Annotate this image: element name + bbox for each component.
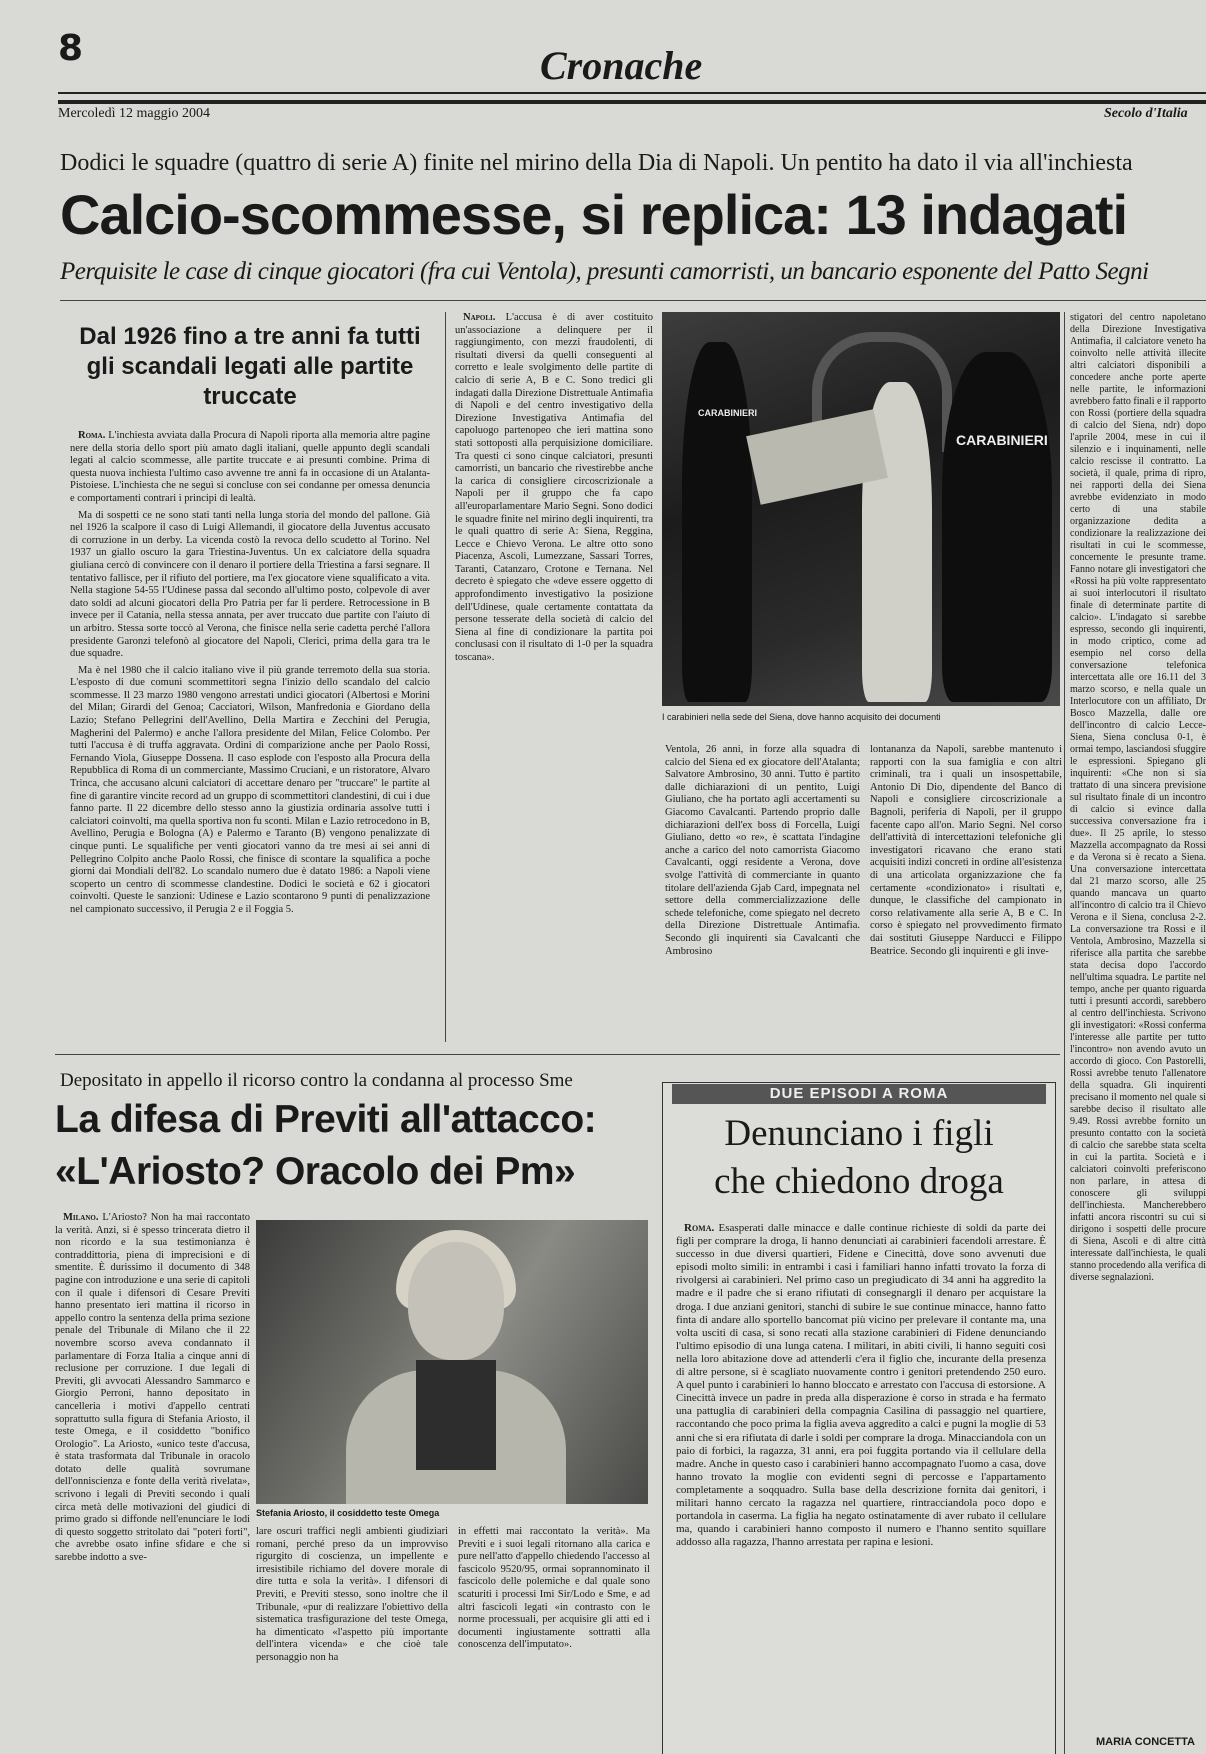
roma-banner: DUE EPISODI A ROMA <box>672 1084 1046 1104</box>
sidebar-title: Dal 1926 fino a tre anni fa tutti gli scandali legati alle partite truccate <box>79 323 421 410</box>
previti-column: lare oscuri traffici negli ambienti giudiziari romani, perché preso da un improvviso rigurgito di coscienza, un impellente e irresistibile richiamo del dovere morale di dire tutta e sola la verità». I difensori di Previti, e Previti stesso, sono inoltre che il Tribunale, «pur di realizzare l'obiettivo della sistematica trasfigurazione del teste Omega, ha dimenticato «l'aspetto più importante dell'intera vicenda» e che cioè tale personaggio non ha <box>256 1526 448 1663</box>
roma-text: Esasperati dalle minacce e dalle continue richieste di soldi da parte dei figli per comprare la droga, li hanno denunciati ai carabinieri facendoli arrestare. È successo in due diversi quartieri, Fidene e Cinecittà, dove sono avvenuti due episodi molto simili: in entrambi i casi i familiari hanno infatti trovato la forza di rivolgersi ai carabinieri. Nel primo caso un pregiudicato di 34 anni ha aggredito la madre e il padre che si erano rifiutati di consegnargli il denaro per acquistare la droga. I due anziani genitori, stanchi di subire le sue continue minacce, hanno fatto finta di andare allo sportello bancomat più vicino per prelevare il contante ma, una volta usciti di casa, si sono recati alla stazione carabinieri di Fidene denunciando l'ultimo episodio di una lunga catena. I militari, in abiti civili, li hanno seguiti così nella loro abitazione dove ad attenderli c'era il figlio che, incurante della presenza di altre persone, si è scagliato nuovamente contro i genitori pretendendo 250 euro. A quel punto i carabinieri lo hanno bloccato e arrestato con l'accusa di estorsione. A Cinecittà invece un padre in preda alla disperazione è corso in strada e ha fermato una pattuglia di carabinieri della compagnia Casilina di passaggio nel quartiere, raccontando che poco prima la figlia aveva aggredito a calci e pugni la moglie di 53 anni che si era rifiutata di darle i soldi per comprare la droga. Minacciandola con un paio di forbici, la ragazza, 31 anni, era poi fuggita portando via il cellulare della madre. Anche in questo caso i carabinieri hanno accompagnato l'uomo a casa, dove hanno trovato la moglie con evidenti segni di percosse e l'appartamento completamente a soqquadro. Sulla base della descrizione fornita dai genitori, i militari hanno cercato la ragazza nel quartiere, rintracciandola poco dopo e portandola in caserma. La figlia ha negato ostinatamente di aver rubato il cellulare ma, quando i carabinieri hanno composto il numero e l'hanno sentito squillare addosso alla ragazza, l'hanno arrestata per rapina e lesioni. <box>676 1222 1046 1549</box>
photo-scarf-shape <box>416 1360 496 1470</box>
sidebar-body <box>70 430 430 1040</box>
paper-name: Secolo d'Italia <box>1104 106 1188 121</box>
main-story-column: lontananza da Napoli, sarebbe mantenuto i rapporti con la sua famiglia e con altri criminali, tra i quali un insospettabile, Antonio Di Dio, dipendente del Banco di Napoli e consigliere circoscrizionale a Bagnoli, periferia di Napoli, per il gruppo facente capo all'on. Mario Segni. Nel corso dell'attività di intercettazioni telefoniche gli investigatori ricavano che erano stati acquisiti indizi concreti in ordine all'esistenza di una articolata organizzazione che fa certamente «condizionato» i risultati e, dunque, le classifiche del campionato in corso relativamente alla serie A, B e C. In corso è spiegato nel provvedimento firmato dai sostituti Giuseppe Narducci e Filippo Beatrice. Secondo gli inquirenti e gli inve- <box>870 744 1062 957</box>
main-column-text: L'accusa è di aver costituito un'associazione a delinquere per il raggiungimento, con mezzi fraudolenti, di risultati diversi da quelli conseguenti al corretto e leale svolgimento delle partite di calcio di serie A, B e C. Sono tredici gli indagati dalla Direzione Distrettuale Antimafia di Napoli e del centro investigativo della Direzione Investigativa Antimafia del capoluogo partenopeo che ieri mattina sono stati sottoposti alla perquisizione domiciliare. Tra questi ci sono cinque calciatori, presunti camorristi, un bancario che rivestirebbe anche la carica di consigliere circoscrizionale a Napoli per il gruppo che fa capo all'europarlamentare Mario Segni. Sono dodici le squadre finite nel mirino degli inquirenti, tra le quali quattro di serie A: Siena, Reggina, Lecce e Chievo Verona. Le altre otto sono Piacenza, Ascoli, Lumezzane, Sassari Torres, Taranti, Catanzaro, Crotone e Ternana. Nel decreto è spiegato che «deve essere oggetto di approfondimento investigativo la posizione dell'Udinese, quale certamente contattata da persone tesserate della società di calcio del Siena al fine di condizionare la partita poi conclusasi con il risultato di 1-0 per la squadra toscana». <box>455 312 653 664</box>
photo-label: CARABINIERI <box>956 432 1048 448</box>
sidebar-paragraph: L'inchiesta avviata dalla Procura di Napoli riporta alla memoria altre pagine nere della storia dello sport più amato dagli italiani, quelle appunto degli scandali legati al calcio scommesse, alle partite truccate e ai presunti combine. Prima di questa nuova inchiesta l'ultimo caso avvenne tre anni fa in occasione di un Atalanta-Pistoiese. L'inchiesta che ne seguì si concluse con sei condanne per omessa denuncia e comportamenti contrari i principi di lealtà. <box>70 430 430 504</box>
person-silhouette <box>682 342 752 702</box>
carabinieri-photo <box>662 312 1060 706</box>
roma-title: Denunciano i figli <box>724 1113 994 1154</box>
divider <box>60 300 1206 301</box>
photo-label: CARABINIERI <box>698 408 758 418</box>
divider <box>55 1054 1060 1055</box>
previti-column <box>55 1212 250 1662</box>
page-number: 8 <box>58 28 84 69</box>
roma-title: che chiedono droga <box>714 1161 1004 1202</box>
main-dateline: Napoli. <box>463 312 496 323</box>
issue-date: Mercoledì 12 maggio 2004 <box>58 106 211 121</box>
ariosto-photo <box>256 1220 648 1504</box>
main-story-column <box>455 312 653 1040</box>
roma-body <box>676 1222 1046 1752</box>
roma-dateline: Roma. <box>684 1222 715 1234</box>
main-story-column: Ventola, 26 anni, in forze alla squadra di calcio del Siena ed ex giocatore dell'Atalanta; Salvatore Ambrosino, 30 anni. Tutto è partito dalle dichiarazioni di un pentito, Luigi Giuliano, che ha portato agli accertamenti su Giacomo Cavalcanti. Partendo proprio dalle dichiarazioni dell'ex boss di Forcella, Luigi Giuliano, detto «o re», è scattata l'indagine anche a carico del noto camorrista Giacomo Cavalcanti, oggi residente a Verona, dove svolge l'attività di commerciante in quanto titolare dell'azienda Gjab Card, impegnata nel settore della commercializzazione delle schede telefoniche, come spiegato nel decreto della Direzione Distrettuale Antimafia. Secondo gli inquirenti sia Cavalcanti che Ambrosino <box>665 744 860 957</box>
photo-face-shape <box>408 1242 504 1360</box>
main-kicker: Dodici le squadre (quattro di serie A) finite nel mirino della Dia di Napoli. Un pentito ha dato il via all'inchiesta <box>60 150 1133 176</box>
previti-kicker: Depositato in appello il ricorso contro la condanna al processo Sme <box>60 1070 573 1091</box>
section-title: Cronache <box>540 43 703 88</box>
photo-caption: Stefania Ariosto, il cosiddetto teste Omega <box>256 1508 440 1518</box>
previti-column: in effetti mai raccontato la verità». Ma Previti e i suoi legali ritornano alla carica e pure nell'atto d'appello chiedendo l'accesso al fascicolo 9520/95, ormai soprannominato il fascicolo delle polemiche e dal quale sono scaturiti i processi Imi Sir/Lodo e Sme, e ad altri fascicoli legati «in contrasto con le norme processuali, per acquisire gli atti ed i documenti ingiustamente sottratti alla conoscenza dell'imputato». <box>458 1526 650 1651</box>
previti-headline: «L'Ariosto? Oracolo dei Pm» <box>55 1150 576 1193</box>
previti-text: L'Ariosto? Non ha mai raccontato la verità. Anzi, si è spesso trincerata dietro il non ricordo e la sua testimonianza è contraddittoria, piena di imprecisioni e di smentite. È durissimo il documento di 348 pagine con introduzione e una serie di capitoli con il quale i difensori di Cesare Previti hanno presentato ieri mattina il ricorso in appello contro la sentenza della prima sezione penale del Tribunale di Milano che il 22 novembre scorso aveva condannato il parlamentare di Forza Italia a cinque anni di reclusione per corruzione. I due legali di Previti, gli avvocati Alessandro Sammarco e Giorgio Perroni, hanno depositato in cancelleria i motivi d'appello centrati soprattutto sulla figura di Stefania Ariosto, il teste Omega, e il cosiddetto "bonifico Orologio". La Ariosto, «unico teste d'accusa, è stata trasformata dal Tribunale in oracolo dotato delle qualità sovrumane dell'onniscienza e fonte della verità rivelata», scrivono i legali di Previti secondo i quali circa metà delle motivazioni del giudici di primo grado si diffonde nell'enunciare le lodi di questo soggetto stritolato dai "poteri forti", che avrebbe osato infine sfidare e che si sarebbe indotto a sve- <box>55 1212 250 1564</box>
previti-dateline: Milano. <box>63 1212 99 1223</box>
person-silhouette <box>942 352 1052 702</box>
main-story-column: stigatori del centro napoletano della Direzione Investigativa Antimafia, il calciatore veneto ha coinvolto nelle attività illecite altri calciatori disponibili a concedere anche porte aperte nelle partite, le informazioni avrebbero fatto finali e il rapporto con Rossi (portiere della squadra di calcio del Siena, ndr) dopo l'aprile 2004, mese in cui il silenzio e i inquinamenti, nelle calcio rescisse il contratto. La società, il quale, prima di ripro, nei rapporti della dei Siena avrebbe evidenziato in modo certo di una stabile organizzazione dedita a condizionare la realizzazione dei risultati in cui le scommesse, concernente le presunte trame. Fanno notare gli investigatori che «Rossi ha più volte rappresentato ai suoi interlocutori il risultato finale di determinate partite di calcio». L'indagato si sarebbe espresso, secondo gli inquirenti, in modo criptico, come ad esempio nel corso della conversazione telefonica intercettata alle ore 16.11 del 3 marzo scorso, e nella quale un Interlocutore con un affiliato, Dr Bosco Mazzella, dalle ore dell'incontro di calcio Lecce-Siena, Siena conclusa 0-1, è ormai tempo, lasciandosi sfuggire le espressioni. Spiegano gli inquirenti: «Che non si sia trattato di una sincera previsione sul risultato finale di un incontro di calcio si evince dalla successiva conversazione fra i due». Il 25 aprile, lo stesso Mazzella accompagnato da Rossi e da Verona si è recato a Siena. Una conversazione intercettata dal 21 marzo scorso, alle 25 quando mancava un quarto all'incontro di calcio tra il Chievo Verona e il Siena, conclusa 2-2. La conversazione tra Rossi e il Ventola, Ambrosino, Mazzella si riferisce alla partita che sarebbe stata decisa dopo l'accordo nell'ultima squadra. Le partite nel tempo, anche per quanto riguarda tutti i presunti accordi, sarebbero al centro dell'inchiesta. Scrivono gli investigatori: «Rossi conferma l'interesse alle partite per tutto l'incontro» non avendo avuto un accordo di gioco. Con Pastorelli, Rossi avrebbe tenuto l'allenatore della squadra. Gli inquirenti precisano il momento nel quale si sarebbe deciso il risultato alle 9.49. Rossi avrebbe fornito un presunto contatto con la società di calcio che sarebbe stata scelta in cui la partita. Società e i calciatori coinvolti preferiscono non parlare, in attesa di conoscere gli sviluppi dell'inchiesta. Mancherebbero infatti ancora riscontri su cui si dirigono i sospetti delle procure di Siena, Ascoli e di altre città interessate dall'inchiesta, le quali stanno procedendo alla verifica di diverse segnalazioni. <box>1070 312 1206 1283</box>
sidebar-paragraph: Ma di sospetti ce ne sono stati tanti nella lunga storia del mondo del pallone. Già nel 1926 la scalpore il caso di Luigi Allemandi, il giocatore della Juventus accusato di corruzione in un derby. La vicenda costò la revoca dello scudetto al Torino. Nel 1937 un giallo oscuro la gara Triestina-Juventus. Un ex calciatore della squadra giuliana cercò di convincere con il denaro il portiere della Triestina a farsi segnare. Il tentativo fallisce, per il rifiuto del portiere, ma l'ex giocatore viene squalificato a vita. Nella stagione 54-55 l'Udinese passa dal secondo all'ultimo posto, colpevole di aver dato soldi ad alcuni giocatori della Pro Patria per far li perdere. Retrocessione in B invece per il Catania, nella stessa annata, per aver truccato due partite con l'aiuto di un arbitro. Stessa sorte toccò al Verona, che finisce nella serie cadetta perché l'allora presidente Garonzi telefonò al giocatore del Napoli, Clerici, prima della gara tra le due squadre. <box>70 509 430 660</box>
main-headline: Calcio-scommesse, si replica: 13 indagati <box>60 183 1128 246</box>
main-subheadline: Perquisite le case di cinque giocatori (fra cui Ventola), presunti camorristi, un bancario esponente del Patto Segni <box>60 258 1149 285</box>
header-rule-thick <box>58 100 1206 104</box>
header-rule <box>58 92 1206 94</box>
column-rule <box>445 312 446 1042</box>
photo-caption: I carabinieri nella sede del Siena, dove hanno acquisito dei documenti <box>662 712 941 722</box>
sidebar-dateline: Roma. <box>78 430 106 441</box>
sidebar-paragraph: Ma è nel 1980 che il calcio italiano vive il più grande terremoto della sua storia. L'esposto di due comuni scommettitori segna l'inizio dello scandalo del calcio scommesse. Il 23 marzo 1980 vengono arrestati undici giocatori (Albertosi e Morini del Milan; Girardi del Genoa; Cacciatori, Wilson, Manfredonia e Giordano della Lazio; Stefano Pellegrini dell'Avellino, Della Martira e Zecchini del Perugia, Magherini del Palermo) e anche l'allora presidente del Milan, Felice Colombo. Per tutti l'accusa è di truffa aggravata. Ordini di comparizione anche per Paolo Rossi, Fernando Viola, Giuseppe Dossena. Il caso esplode con l'esposto alla Procura della Repubblica di Roma di un commerciante, Massimo Cruciani, e un ristoratore, Alvaro Trinca, che accusano alcuni calciatori di accettare denaro per "truccare" le partite al fine di garantire vincite record ad un gruppo di scommettitori clandestini, di cui i due fanno parte. Il 22 dicembre dello stesso anno la giustizia ordinaria assolve tutti i calciatori coinvolti, ma quella sportiva non fu sconti. Milan e Lazio retrocedono in B, Avellino, Perugia e Bologna (A) e Palermo e Taranto (B) vengono penalizzate di cinque punti. Le squalifiche per venti giocatori vanno da tre mesi ai sei anni di Pellegrino Colpito anche Paolo Rossi, che finisce di scontare la squalifica a poche giorni dai Mondiali dell'82. Lo scandalo numero due è datato 1986: a Napoli viene scoperto un centro di scommesse clandestine. Dodici le società e 62 i giocatori coinvolti. Queste le sanzioni: Udinese e Lazio scontarono 9 punti di penalizzazione nel campionato successivo, il Perugia 2 e il Foggia 5. <box>70 664 430 915</box>
byline: MARIA CONCETTA <box>1096 1736 1195 1748</box>
previti-headline: La difesa di Previti all'attacco: <box>55 1098 597 1141</box>
column-rule <box>1064 312 1065 1754</box>
